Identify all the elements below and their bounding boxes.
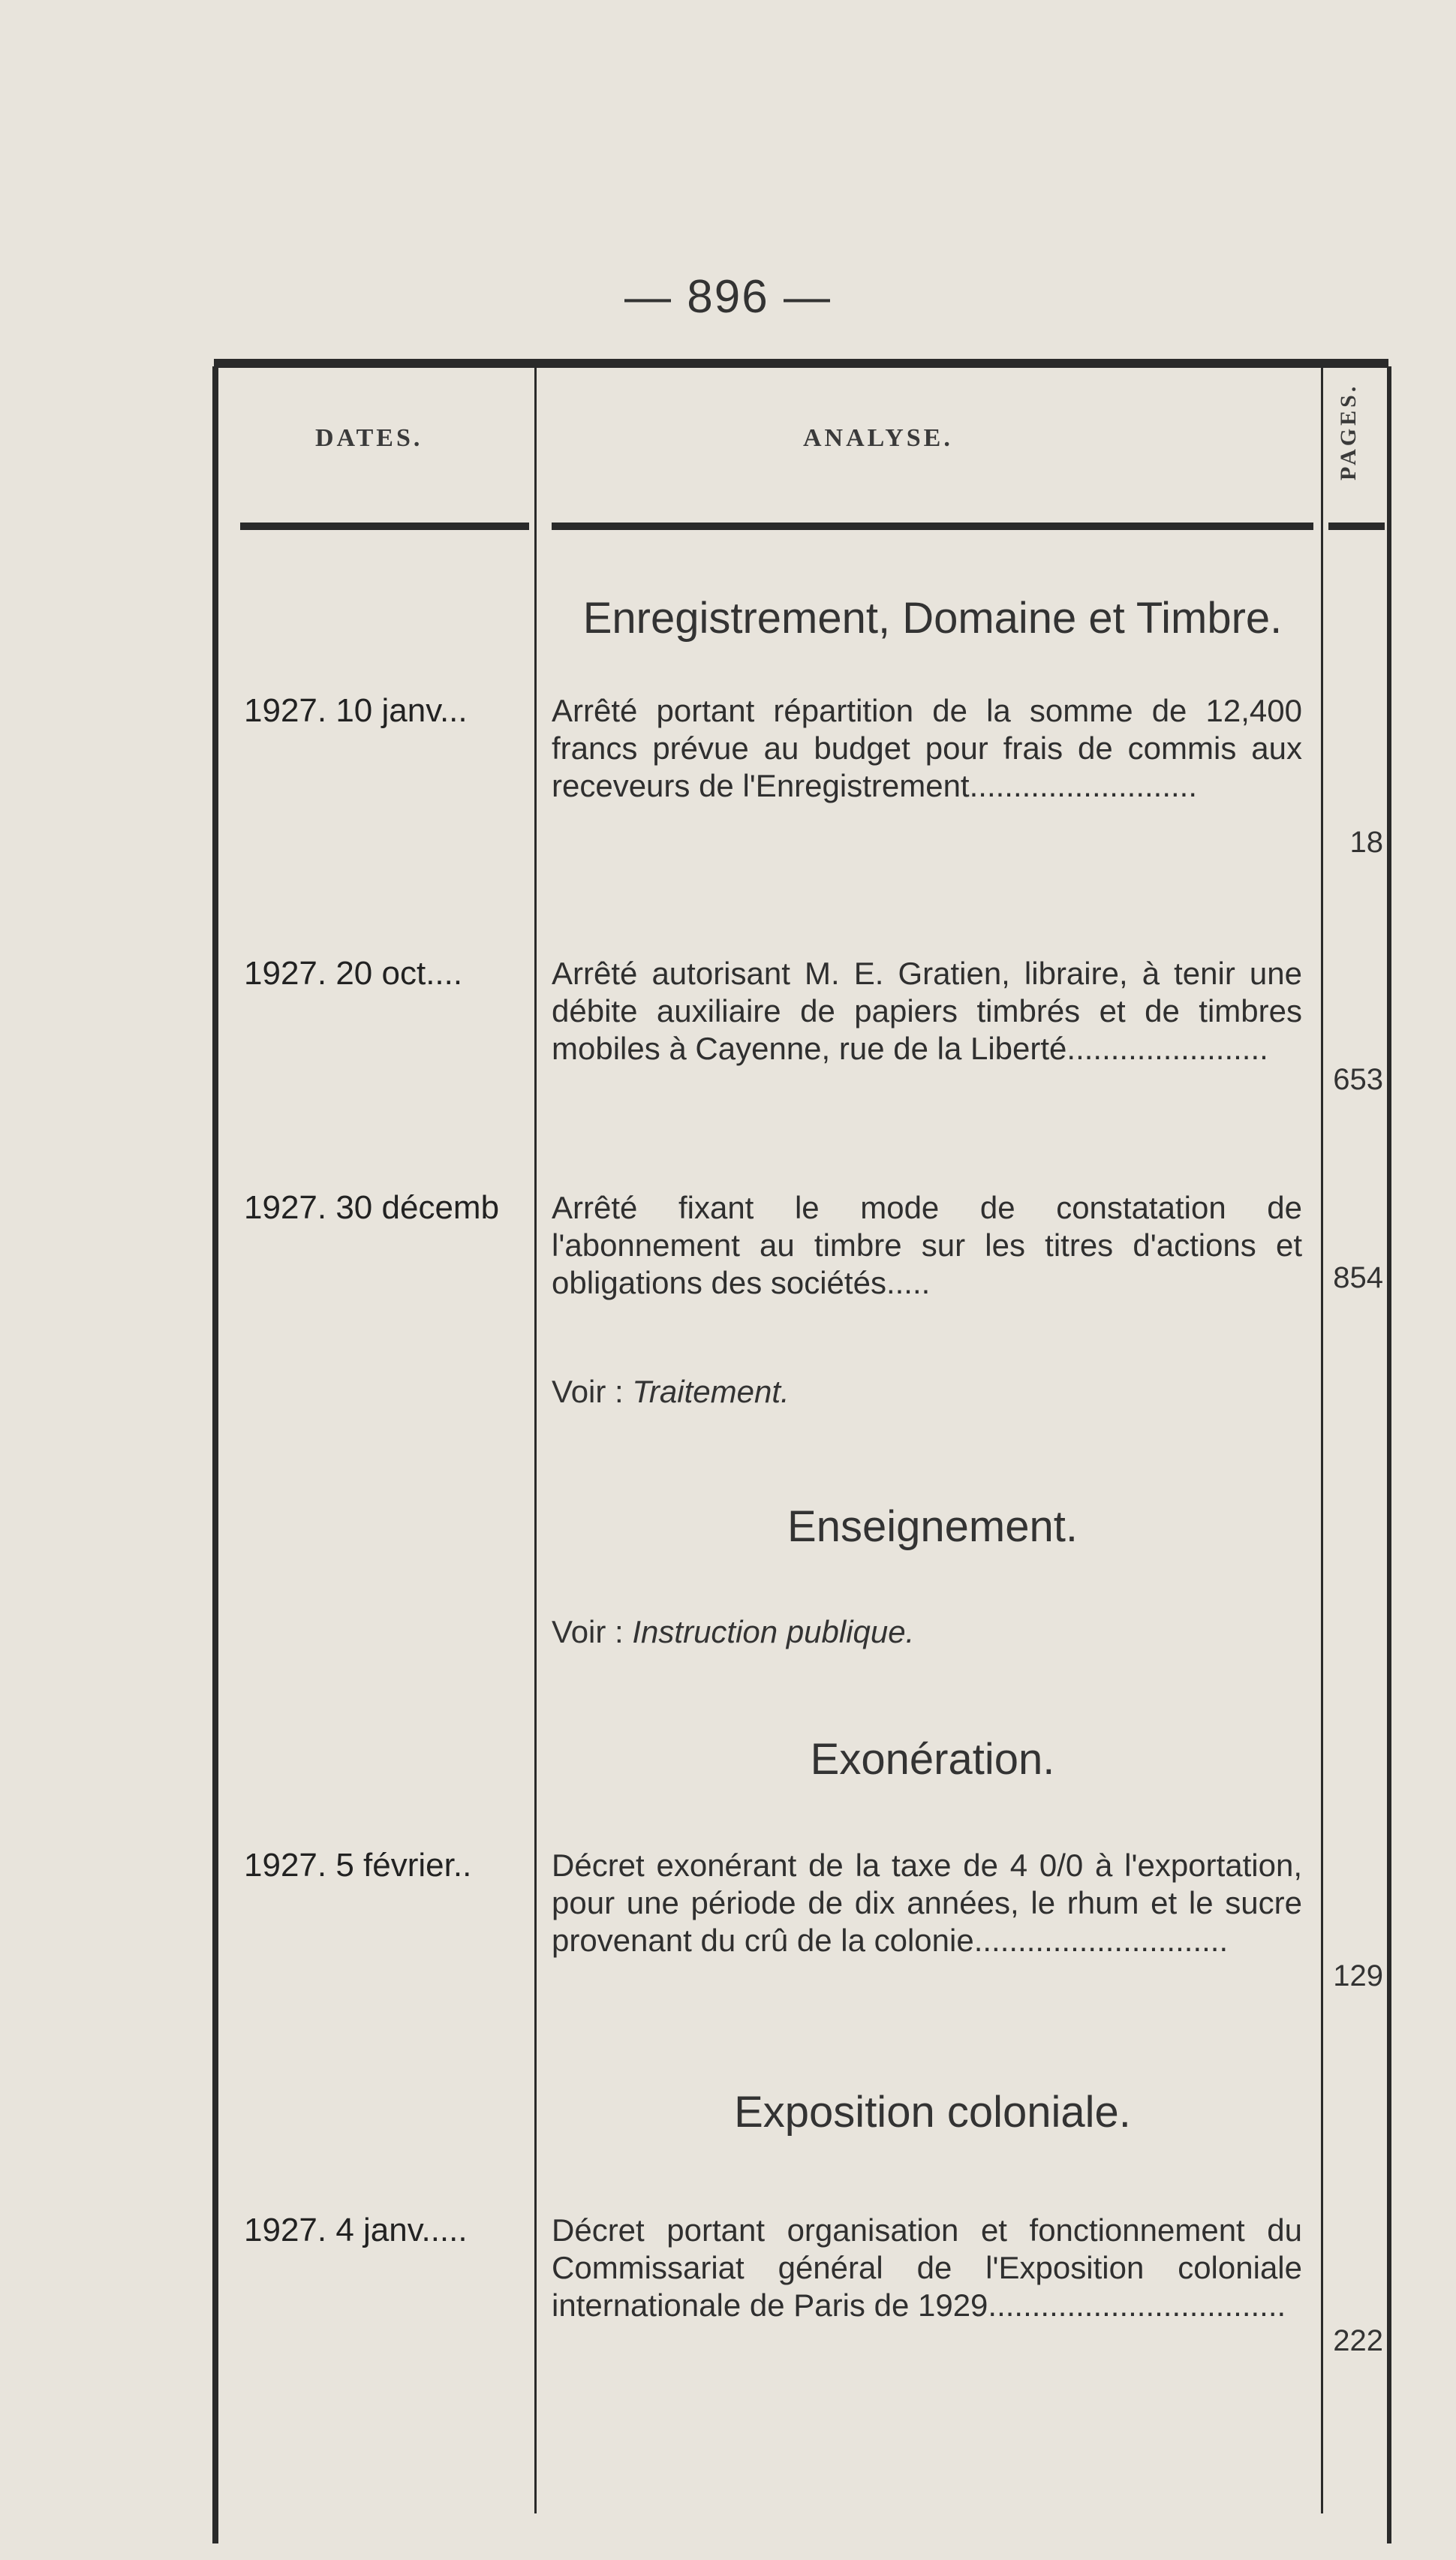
column-divider-dates [534,366,537,2513]
entry-date: 1927. 20 oct.... [244,955,463,992]
header-analyse: ANALYSE. [803,424,953,452]
header-rule-analyse [552,523,1313,530]
table-border-right [1387,366,1391,2543]
entry-date: 1927. 30 décemb [244,1189,500,1226]
entry-text: Décret exonérant de la taxe de 4 0/0 à l'exportation, pour une période de dix années, le rhum et le sucre provenant du crû de la colonie............................. [552,1848,1302,1958]
entry-page: 653 [1333,1063,1383,1096]
entry-page: 18 [1349,826,1383,859]
entry-text: Arrêté autorisant M. E. Gratien, libraire, à tenir une débite auxiliaire de papiers timbrés et de timbres mobiles à Cayenne, rue de la Liberté....................... [552,956,1302,1066]
header-rule-dates [240,523,529,530]
table-border-left [212,366,218,2543]
entry-page: 854 [1333,1261,1383,1294]
see-also-prefix: Voir : [552,1374,624,1409]
section-title: Exposition coloniale. [734,2088,1131,2137]
see-also-target: Instruction publique. [632,1614,915,1649]
entry-date: 1927. 4 janv..... [244,2212,468,2248]
section-title: Enseignement. [787,1502,1078,1551]
entry-date: 1927. 5 février.. [244,1847,472,1884]
see-also-target: Traitement. [632,1374,790,1409]
entry-text: Arrêté portant répartition de la somme de 12,400 francs prévue au budget pour frais de commis aux receveurs de l'Enregistrement.......................... [552,693,1302,803]
entry-date: 1927. 10 janv... [244,692,468,729]
top-rule [214,359,1388,368]
entry-text: Décret portant organisation et fonctionnement du Commissariat général de l'Exposition coloniale internationale de Paris de 1929.................................. [552,2212,1302,2323]
column-divider-analyse [1321,366,1323,2513]
entry-page: 222 [1333,2324,1383,2357]
entry-text: Arrêté fixant le mode de constatation de l'abonnement au timbre sur les titres d'actions et obligations des sociétés..... [552,1190,1302,1300]
entry-page: 129 [1333,1959,1383,1992]
section-title: Exonération. [810,1735,1055,1784]
see-also [552,1374,790,1410]
see-also-prefix: Voir : [552,1614,624,1649]
see-also [552,1614,914,1650]
header-pages: PAGES. [1336,383,1361,480]
header-rule-pages [1328,523,1385,530]
page-number: — 896 — [624,271,832,323]
header-dates: DATES. [315,424,423,452]
section-title: Enregistrement, Domaine et Timbre. [582,594,1283,643]
